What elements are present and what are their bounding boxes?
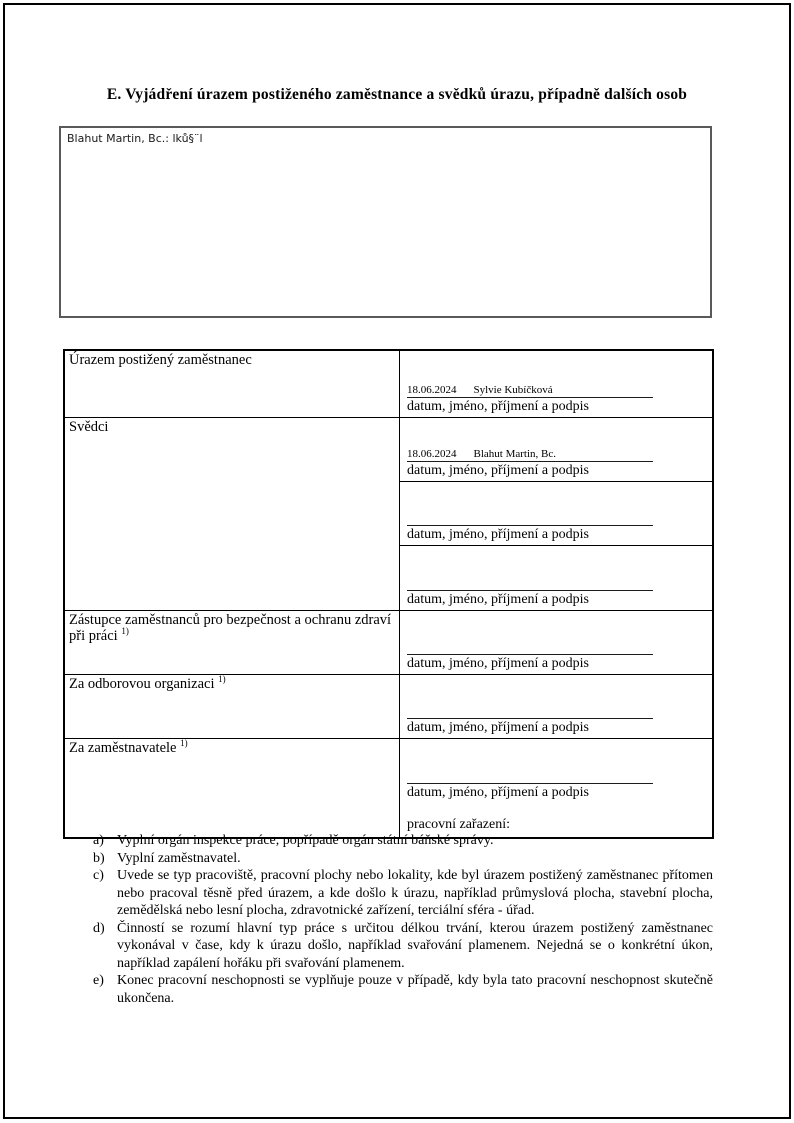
signature-cell-witness-2 xyxy=(400,482,714,546)
signature-field xyxy=(407,443,706,479)
signature-line xyxy=(407,765,653,784)
signature-caption: datum, jméno, příjmení a podpis xyxy=(407,399,589,414)
row-label-text: Zástupce zaměstnanců pro bezpečnost a ochranu zdraví při práci xyxy=(69,612,392,645)
row-label-employer xyxy=(64,739,400,839)
footnote-text: Vyplní zaměstnavatel. xyxy=(117,850,241,866)
signature-cell-employer xyxy=(400,739,714,839)
signature-field xyxy=(407,572,706,608)
signature-cell-safety-representative xyxy=(400,611,714,675)
footnote-label: e) xyxy=(93,973,104,988)
signature-caption: datum, jméno, příjmení a podpis xyxy=(407,592,589,607)
row-label-text: Úrazem postižený zaměstnanec xyxy=(69,352,252,368)
signature-caption: datum, jméno, příjmení a podpis xyxy=(407,463,589,478)
table-row xyxy=(64,350,713,418)
signature-cell-injured-employee xyxy=(400,350,714,418)
footnote-label: b) xyxy=(93,850,105,866)
table-row xyxy=(64,611,713,675)
footnote-reference: 1) xyxy=(218,674,226,685)
signature-line xyxy=(407,572,653,591)
signature-field xyxy=(407,507,706,543)
statement-textarea[interactable] xyxy=(59,126,712,318)
signature-field xyxy=(407,636,706,672)
signature-line xyxy=(407,443,653,462)
table-row xyxy=(64,418,713,482)
table-row xyxy=(64,739,713,839)
footnote-item xyxy=(93,832,713,850)
signature-date: 18.06.2024 xyxy=(407,448,457,460)
signature-line xyxy=(407,379,653,398)
job-classification-label: pracovní zařazení: xyxy=(407,817,510,832)
table-row xyxy=(64,675,713,739)
signature-cell-witness-1 xyxy=(400,418,714,482)
row-label-safety-representative xyxy=(64,611,400,675)
signature-cell-witness-3 xyxy=(400,546,714,611)
signature-name: Sylvie Kubíčková xyxy=(473,384,553,396)
signature-table xyxy=(63,349,714,839)
footnote-item xyxy=(93,920,713,973)
footnote-text: Činností se rozumí hlavní typ práce s určitou délkou trvání, kterou úrazem postižený zaměstnanec vykonával v čase, kdy k úrazu došlo, například svařování plamenem. Nejedná se o konkrétní úkon, například zapálení hořáku při svařování plamenem. xyxy=(117,920,713,971)
footnote-item xyxy=(93,972,713,1007)
footnotes-section xyxy=(93,832,713,1007)
statement-text: Blahut Martin, Bc.: lků§¨l xyxy=(67,132,203,145)
footnote-text: Konec pracovní neschopnosti se vyplňuje pouze v případě, kdy byla tato pracovní neschopnost skutečně ukončena. xyxy=(117,973,713,1006)
signature-line xyxy=(407,507,653,526)
signature-field xyxy=(407,765,706,801)
footnote-reference: 1) xyxy=(180,738,188,749)
signature-caption: datum, jméno, příjmení a podpis xyxy=(407,785,589,800)
signature-line xyxy=(407,700,653,719)
signature-field xyxy=(407,700,706,736)
row-label-text: Za odborovou organizaci xyxy=(69,676,215,692)
footnote-item xyxy=(93,850,713,868)
footnote-reference: 1) xyxy=(121,626,129,637)
footnote-label: a) xyxy=(93,833,104,848)
footnote-text: Uvede se typ pracoviště, pracovní plochy nebo lokality, kde byl úrazem postižený zaměstnanec přítomen nebo pracoval těsně před úrazem, a kde došlo k úrazu, například průmyslová plocha, stavební plocha, zemědělská nebo lesní plocha, zdravotnické zařízení, terciální sféra - úřad. xyxy=(117,868,713,918)
signature-field xyxy=(407,379,706,415)
footnote-label: c) xyxy=(93,868,104,883)
signature-caption: datum, jméno, příjmení a podpis xyxy=(407,720,589,735)
footnote-label: d) xyxy=(93,920,105,936)
signature-caption: datum, jméno, příjmení a podpis xyxy=(407,527,589,542)
signature-name: Blahut Martin, Bc. xyxy=(473,448,556,460)
signature-date: 18.06.2024 xyxy=(407,384,457,396)
signature-line xyxy=(407,636,653,655)
row-label-witnesses xyxy=(64,418,400,611)
footnote-item xyxy=(93,867,713,920)
row-label-injured-employee xyxy=(64,350,400,418)
row-label-text: Za zaměstnavatele xyxy=(69,740,177,756)
row-label-union-organization xyxy=(64,675,400,739)
row-label-text: Svědci xyxy=(69,419,109,435)
signature-cell-union-organization xyxy=(400,675,714,739)
footnote-text: Vyplní orgán inspekce práce, popřípadě orgán státní báňské správy. xyxy=(117,833,494,848)
signature-caption: datum, jméno, příjmení a podpis xyxy=(407,656,589,671)
section-title: E. Vyjádření úrazem postiženého zaměstnance a svědků úrazu, případně dalších osob xyxy=(106,86,688,103)
